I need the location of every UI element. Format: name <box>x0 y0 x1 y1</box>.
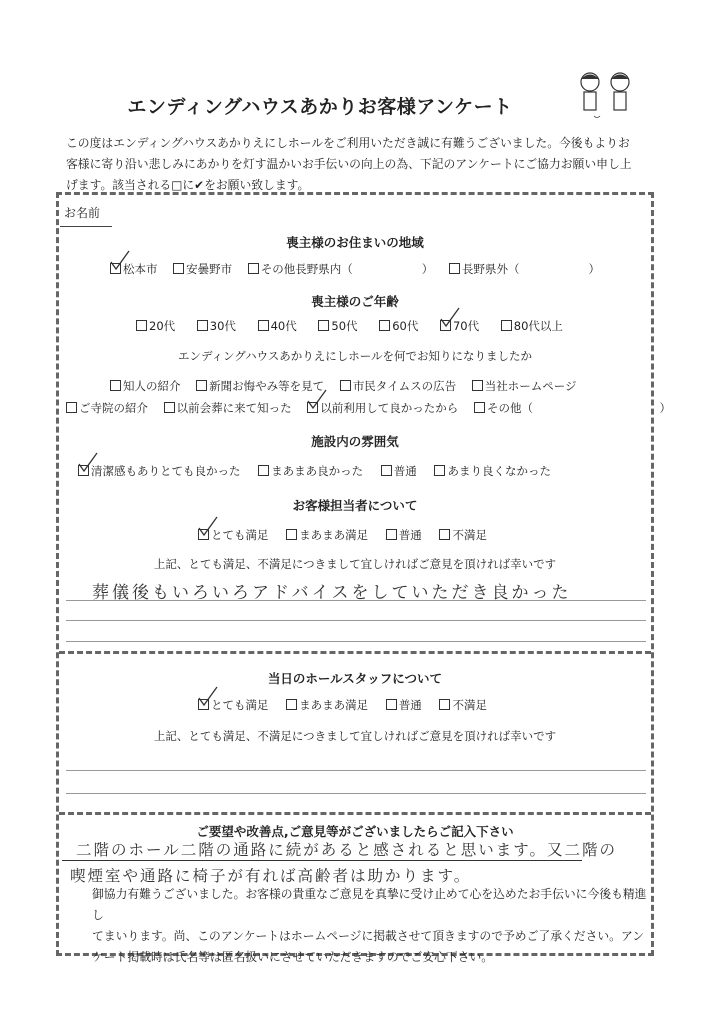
age-heading: 喪主様のご年齢 <box>311 294 399 309</box>
option-very-satisfied[interactable]: とても満足 <box>198 697 269 713</box>
checkbox[interactable] <box>197 320 208 331</box>
checkbox[interactable] <box>379 320 390 331</box>
mascot-illustration <box>572 68 642 120</box>
checkbox[interactable] <box>501 320 512 331</box>
option-company-homepage[interactable]: 当社ホームページ <box>472 378 577 394</box>
checkbox[interactable] <box>386 529 397 540</box>
checkbox[interactable] <box>286 529 297 540</box>
option-outside-nagano[interactable]: 長野県外（ ） <box>449 261 600 277</box>
option-dissatisfied[interactable]: 不満足 <box>439 697 487 713</box>
requests-handwritten-line2: 喫煙室や通路に椅子が有れば高齢者は助かります。 <box>70 867 472 885</box>
checkbox[interactable] <box>196 380 207 391</box>
option-past-funeral-visit[interactable]: 以前会葬に来て知った <box>164 400 292 416</box>
option-fairly-satisfied[interactable]: まあまあ満足 <box>286 697 368 713</box>
checkbox[interactable] <box>434 465 445 476</box>
staff-handwritten-comment: 葬儀後もいろいろアドバイスをしていただき良かった <box>92 583 572 603</box>
residence-heading: 喪主様のお住まいの地域 <box>286 235 424 250</box>
ruled-line <box>66 600 646 601</box>
source-options-row1 <box>110 378 589 394</box>
checkbox[interactable] <box>472 380 483 391</box>
source-question: エンディングハウスあかりえにしホールを何でお知りになりましたか <box>177 349 533 363</box>
checkbox[interactable] <box>439 699 450 710</box>
option-past-use[interactable]: 以前利用して良かったから <box>307 400 458 416</box>
ruled-line <box>66 641 646 642</box>
name-label: お名前 <box>64 206 101 220</box>
atmosphere-heading: 施設内の雰囲気 <box>311 434 399 449</box>
option-shimin-times-ad[interactable]: 市民タイムスの広告 <box>340 378 456 394</box>
option-40s[interactable]: 40代 <box>258 318 297 334</box>
option-normal[interactable]: 普通 <box>381 463 417 479</box>
residence-options <box>110 261 612 277</box>
option-normal[interactable]: 普通 <box>386 697 422 713</box>
option-other[interactable]: その他（ ） <box>474 400 671 416</box>
option-20s[interactable]: 20代 <box>136 318 175 334</box>
option-temple-referral[interactable]: ご寺院の紹介 <box>66 400 148 416</box>
checkbox[interactable] <box>164 402 175 413</box>
option-80s-plus[interactable]: 80代以上 <box>501 318 563 334</box>
option-70s[interactable]: 70代 <box>440 318 479 334</box>
age-options <box>136 318 575 334</box>
source-options-row2 <box>66 400 683 416</box>
hall-staff-options <box>198 697 499 713</box>
intro-text: この度はエンディングハウスあかりえにしホールをご利用いただき誠に有難うございました。今後もよりお 客様に寄り沿い悲しみにあかりを灯す温かいお手伝いの向上の為、下記のアンケートにご協力お願い申し上 げます。該当される□に✔をお願い致します。 <box>66 136 632 192</box>
checkbox[interactable] <box>258 320 269 331</box>
ruled-line <box>66 770 646 771</box>
option-50s[interactable]: 50代 <box>318 318 357 334</box>
staff-options <box>198 527 499 543</box>
checkbox[interactable] <box>66 402 77 413</box>
checkmark-icon: ✔ <box>194 178 205 192</box>
option-30s[interactable]: 30代 <box>197 318 236 334</box>
checkbox[interactable] <box>173 263 184 274</box>
section-divider <box>59 812 651 815</box>
atmosphere-options <box>78 463 563 479</box>
checkbox[interactable] <box>386 699 397 710</box>
checkbox[interactable] <box>440 320 451 331</box>
option-normal[interactable]: 普通 <box>386 527 422 543</box>
requests-heading: ご要望や改善点,ご意見等がございましたらご記入下さい <box>196 824 514 839</box>
option-not-good[interactable]: あまり良くなかった <box>434 463 551 479</box>
checkbox[interactable] <box>318 320 329 331</box>
checkbox[interactable] <box>474 402 485 413</box>
option-dissatisfied[interactable]: 不満足 <box>439 527 487 543</box>
staff-comment-prompt: 上記、とても満足、不満足につきまして宜しければご意見を頂ければ幸いです <box>153 557 557 571</box>
option-fairly-good[interactable]: まあまあ良かった <box>258 463 363 479</box>
hall-staff-comment-prompt: 上記、とても満足、不満足につきまして宜しければご意見を頂ければ幸いです <box>153 729 557 743</box>
name-underline <box>60 226 112 227</box>
option-60s[interactable]: 60代 <box>379 318 418 334</box>
checkbox[interactable] <box>110 380 121 391</box>
ruled-line <box>66 793 646 794</box>
checkbox[interactable] <box>449 263 460 274</box>
option-very-satisfied[interactable]: とても満足 <box>198 527 269 543</box>
option-azumino[interactable]: 安曇野市 <box>173 261 232 277</box>
checkbox[interactable] <box>248 263 259 274</box>
checkbox[interactable] <box>136 320 147 331</box>
checkbox[interactable] <box>78 465 89 476</box>
checkbox[interactable] <box>340 380 351 391</box>
staff-heading: お客様担当者について <box>292 498 418 513</box>
requests-handwritten-line1: 二階のホール二階の通路に続があると感されると思います。又二階の <box>76 841 617 859</box>
option-other-nagano[interactable]: その他長野県内（ ） <box>248 261 434 277</box>
checkbox[interactable] <box>381 465 392 476</box>
section-divider <box>59 651 651 654</box>
option-very-clean[interactable]: 清潔感もありとても良かった <box>78 463 241 479</box>
hall-staff-heading: 当日のホールスタッフについて <box>267 671 443 686</box>
page-title: エンディングハウスあかりお客様アンケート <box>127 96 513 118</box>
checkbox[interactable] <box>198 699 209 710</box>
option-newspaper-obituary[interactable]: 新聞お悔やみ等を見て <box>196 378 324 394</box>
checkbox[interactable] <box>258 465 269 476</box>
ruled-line <box>66 620 646 621</box>
option-fairly-satisfied[interactable]: まあまあ満足 <box>286 527 368 543</box>
ruled-line <box>62 860 582 861</box>
option-matsumoto[interactable]: 松本市 <box>110 261 158 277</box>
checkbox[interactable] <box>110 263 121 274</box>
option-acquaintance[interactable]: 知人の紹介 <box>110 378 181 394</box>
checkbox[interactable] <box>307 402 318 413</box>
checkbox[interactable] <box>439 529 450 540</box>
closing-text: 御協力有難うございました。お客様の貴重なご意見を真摯に受け止めて心を込めたお手伝いに今後も精進し てまいります。尚、このアンケートはホームページに掲載させて頂きますので予めご了承ください。アン ケート掲載時は氏名等は匿名扱いにさせていただきますのでご安心下さい。 <box>92 887 647 964</box>
checkbox[interactable] <box>198 529 209 540</box>
checkbox[interactable] <box>286 699 297 710</box>
